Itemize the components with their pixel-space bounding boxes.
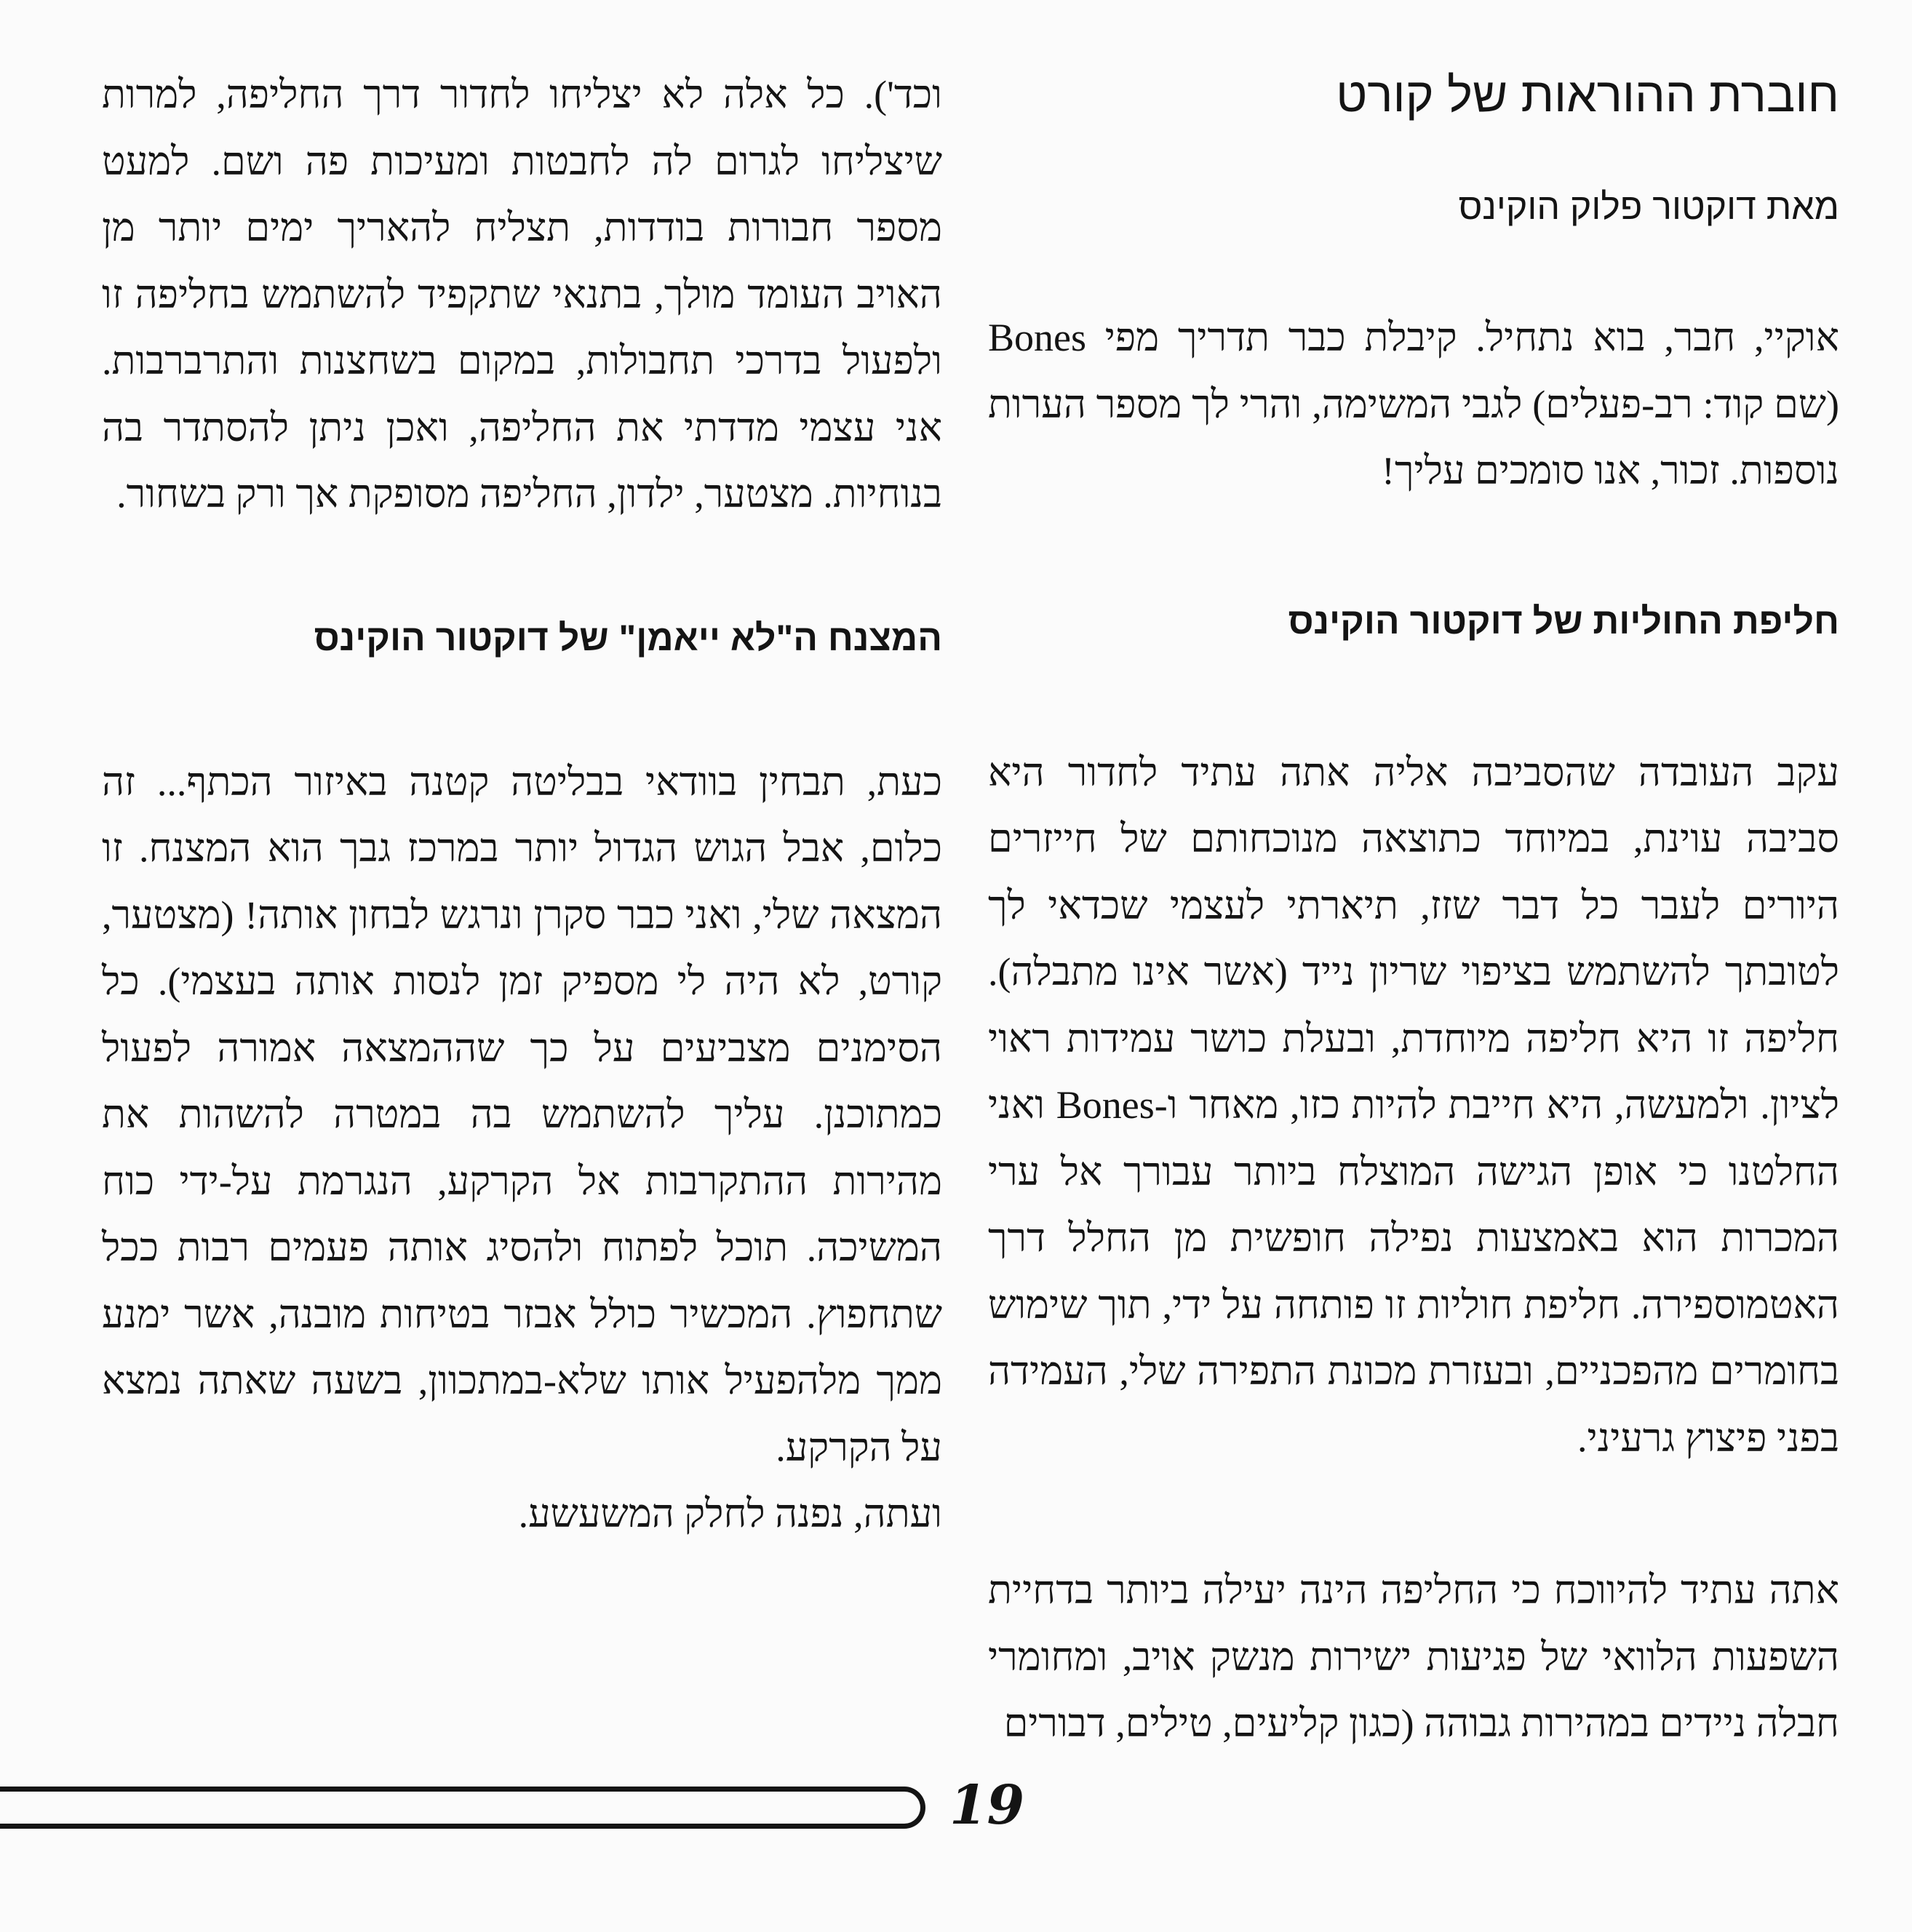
parachute-paragraph-1: כעת, תבחין בוודאי בבליטה קטנה באיזור הכתף... זה כלום, אבל הגוש הגדול יותר במרכז גבך הוא המצנח. זו המצאה שלי, ואני כבר סקרן ונרגש לבחון אותה! (מצטער, קורט, לא היה לי מספיק זמן לנסות אותה בעצמי). כל הסימנים מצביעים על כך שההמצאה אמורה לפעול כמתוכנן. עליך להשתמש בה במטרה להשהות את מהירות ההתקרבות אל הקרקע, הנגרמת על-ידי כוח המשיכה. תוכל לפתוח ולהסיג אותה פעמים רבות ככל שתחפוץ. המכשיר כולל אבזר בטיחות מובנה, אשר ימנע ממך מלהפעיל אותו שלא-במתכוון, בשעה שאתה נמצא על הקרקע. [102,759,942,1469]
suit-paragraph-continuation: וכד'). כל אלה לא יצליחו לחדור דרך החליפה, למרות שיצליחו לגרום לה לחבטות ומעיכות פה ושם. למעט מספר חבורות בודדות, תצליח להאריך ימים יותר מן האויב העומד מולך, בתנאי שתקפיד להשתמש בחליפה זו ולפעול בדרכי תחבולות, במקום בשחצנות והתרברבות. אני עצמי מדדתי את החליפה, ואכן ניתן להסתדר בה בנוחיות. מצטער, ילדון, החליפה מסופקת אך ורק בשחור. [102,73,942,516]
footer-rule [0,1787,925,1829]
byline: מאת דוקטור פלוק הוקינס [1458,186,1839,227]
left-column [102,62,942,1548]
suit-paragraph-1: עקב העובדה שהסביבה אליה אתה עתיד לחדור היא סביבה עוינת, במיוחד כתוצאה מנוכחותם של חייזרים היורים לעבר כל דבר שזז, תיארתי לעצמי שכדאי לך לטובתך להשתמש בציפוי שריון נייד (אשר אינו מתבלה). חליפה זו היא חליפה מיוחדת, ובעלת כושר עמידות ראוי לציון. ולמעשה, היא חייבת להיות כזו, מאחר ו-Bones ואני החלטנו כי אופן הגישה המוצלח ביותר עבורך אל ערי המכרות הוא באמצעות נפילה חופשית מן החלל דרך האטמוספירה. חליפת חוליות זו פותחה על ידי, תוך שימוש בחומרים מהפכניים, ובעזרת מכונת התפירה שלי, העמידה בפני פיצוץ גרעיני. [988,750,1839,1460]
intro-paragraph: אוקיי, חבר, בוא נתחיל. קיבלת כבר תדריך מפי Bones (שם קוד: רב-פעלים) לגבי המשימה, והרי לך מספר הערות נוספות. זכור, אנו סומכים עליך! [988,316,1839,492]
suit-paragraph-2: אתה עתיד להיווכח כי החליפה הינה יעילה ביותר בדחיית השפעות הלוואי של פגיעות ישירות מנשק אויב, ומחומרי חבלה ניידים במהירות גבוהה (כגון קליעים, טילים, דבורים [988,1568,1839,1745]
page-title: חוברת ההוראות של קורט [1336,68,1839,121]
parachute-paragraph-2: ועתה, נפנה לחלק המשעשע. [518,1492,942,1536]
page-number: 19 [949,1774,1024,1837]
section-heading-parachute: המצנח ה"לא ייאמן" של דוקטור הוקינס [314,617,942,658]
section-heading-suit: חליפת החוליות של דוקטור הוקינס [1288,600,1839,642]
right-column [988,62,1839,1757]
